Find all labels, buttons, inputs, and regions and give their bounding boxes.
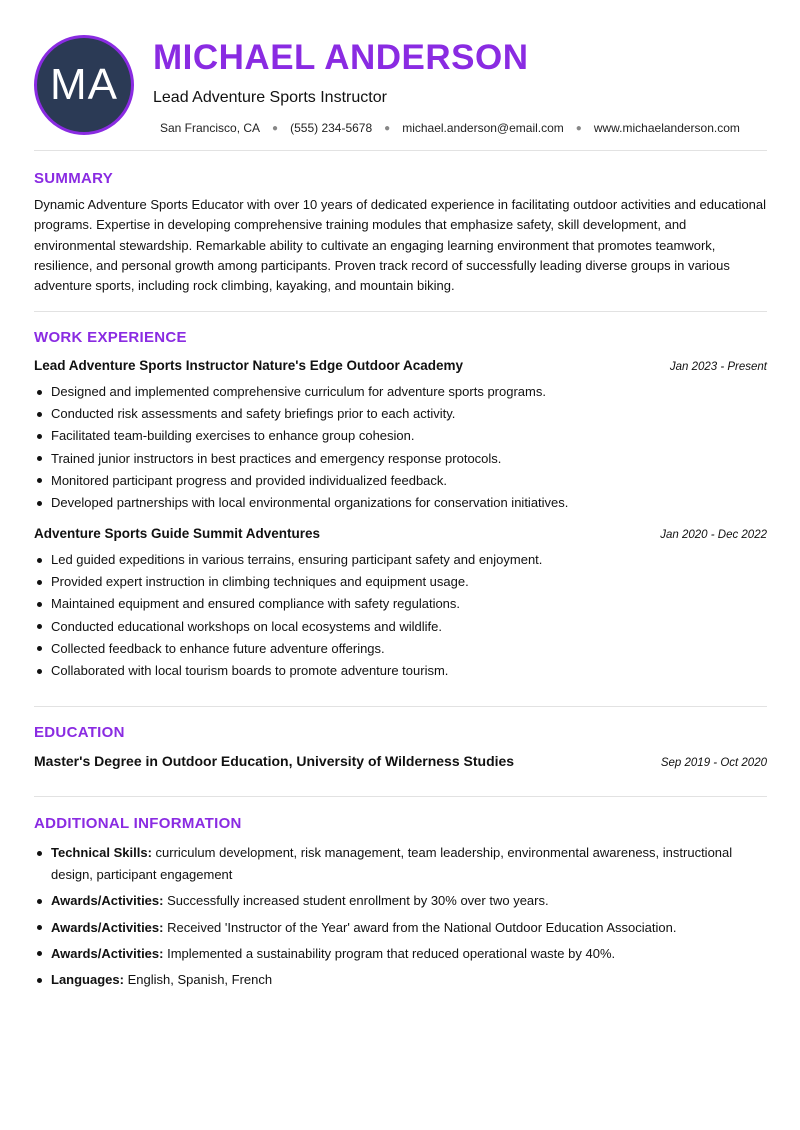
- bullet-icon: [37, 580, 42, 585]
- candidate-title: Lead Adventure Sports Instructor: [153, 89, 387, 106]
- job-header: [34, 526, 767, 541]
- list-item: Languages: English, Spanish, French: [34, 969, 767, 991]
- bullet-icon: [37, 646, 42, 651]
- list-item: Conducted risk assessments and safety briefings prior to each activity.: [34, 403, 767, 425]
- list-item: Collaborated with local tourism boards to promote adventure tourism.: [34, 660, 767, 682]
- list-item: Designed and implemented comprehensive curriculum for adventure sports programs.: [34, 381, 767, 403]
- bullet-icon: [37, 478, 42, 483]
- list-item: Trained junior instructors in best practices and emergency response protocols.: [34, 448, 767, 470]
- bullet-icon: [37, 456, 42, 461]
- job-date: Jan 2020 - Dec 2022: [660, 529, 767, 541]
- divider: [34, 706, 767, 707]
- list-item: Provided expert instruction in climbing techniques and equipment usage.: [34, 571, 767, 593]
- bullet-icon: [37, 851, 42, 856]
- list-item: Conducted educational workshops on local ecosystems and wildlife.: [34, 616, 767, 638]
- divider: [34, 796, 767, 797]
- separator-dot-icon: ●: [272, 122, 279, 134]
- contact-location: San Francisco, CA: [160, 121, 261, 135]
- bullet-icon: [37, 669, 42, 674]
- bullet-icon: [37, 624, 42, 629]
- section-heading-education: EDUCATION: [34, 724, 125, 741]
- separator-dot-icon: ●: [575, 122, 582, 134]
- contact-website[interactable]: www.michaelanderson.com: [593, 121, 740, 135]
- bullet-icon: [37, 602, 42, 607]
- degree: Master's Degree in Outdoor Education, University of Wilderness Studies: [34, 753, 515, 769]
- additional-list: [34, 842, 767, 995]
- bullet-icon: [37, 951, 42, 956]
- list-item: Collected feedback to enhance future adventure offerings.: [34, 638, 767, 660]
- avatar-initials: MA: [50, 60, 118, 109]
- job-bullets: [34, 549, 767, 682]
- bullet-icon: [37, 925, 42, 930]
- bullet-icon: [37, 899, 42, 904]
- bullet-icon: [37, 390, 42, 395]
- job-date: Jan 2023 - Present: [669, 361, 767, 373]
- divider: [34, 311, 767, 312]
- list-item: Facilitated team-building exercises to enhance group cohesion.: [34, 425, 767, 447]
- list-item: Awards/Activities: Received 'Instructor of the Year' award from the National Outdoor Education Association.: [34, 917, 767, 939]
- avatar: [34, 35, 134, 135]
- job-header: [34, 358, 767, 373]
- job-role: Adventure Sports Guide Summit Adventures: [34, 526, 321, 541]
- bullet-icon: [37, 978, 42, 983]
- education-date: Sep 2019 - Oct 2020: [660, 757, 767, 769]
- candidate-name: MICHAEL ANDERSON: [153, 38, 529, 77]
- summary-text: Dynamic Adventure Sports Educator with over 10 years of dedicated experience in facilitating outdoor activities and educational programs. Expertise in developing comprehensive training modules that emphasize safety, skill development, and environmental stewardship. Remarkable ability to cultivate an engaging learning environment that promotes teamwork, resilience, and personal growth among participants. Proven track record of successfully leading diverse groups in various adventure sports, including rock climbing, kayaking, and mountain biking.: [34, 197, 767, 294]
- contact-phone: (555) 234-5678: [290, 121, 373, 135]
- bullet-icon: [37, 412, 42, 417]
- education-entry: [34, 753, 767, 769]
- divider: [34, 150, 767, 151]
- list-item: Monitored participant progress and provided individualized feedback.: [34, 470, 767, 492]
- bullet-icon: [37, 558, 42, 563]
- list-item: Developed partnerships with local environmental organizations for conservation initiatives.: [34, 492, 767, 514]
- list-item: Awards/Activities: Implemented a sustainability program that reduced operational waste by 40%.: [34, 943, 767, 965]
- bullet-icon: [37, 501, 42, 506]
- section-heading-experience: WORK EXPERIENCE: [34, 329, 187, 346]
- list-item: Awards/Activities: Successfully increased student enrollment by 30% over two years.: [34, 890, 767, 912]
- contact-email[interactable]: michael.anderson@email.com: [402, 121, 564, 135]
- contact-bar: [160, 121, 740, 135]
- list-item: Led guided expeditions in various terrains, ensuring participant safety and enjoyment.: [34, 549, 767, 571]
- list-item: Technical Skills: curriculum development, risk management, team leadership, environmental awareness, instructional design, participant engagement: [34, 842, 767, 886]
- list-item: Maintained equipment and ensured compliance with safety regulations.: [34, 593, 767, 615]
- separator-dot-icon: ●: [384, 122, 391, 134]
- job-bullets: [34, 381, 767, 514]
- section-heading-additional: ADDITIONAL INFORMATION: [34, 815, 242, 832]
- section-heading-summary: SUMMARY: [34, 170, 114, 187]
- bullet-icon: [37, 434, 42, 439]
- job-role: Lead Adventure Sports Instructor Nature's Edge Outdoor Academy: [34, 358, 464, 373]
